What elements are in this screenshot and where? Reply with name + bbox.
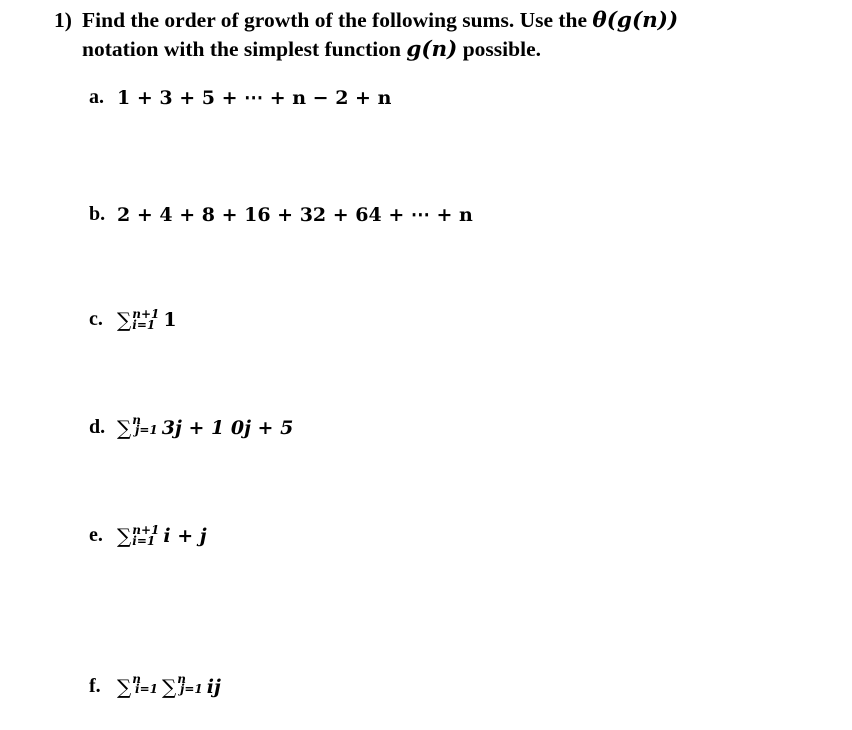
sum-upper: n+1 (132, 522, 160, 537)
summation (117, 413, 158, 440)
item-expression: 1 + 3 + 5 + ⋯ + n − 2 + n (117, 86, 392, 109)
summation (117, 522, 160, 548)
summand: ij (206, 675, 221, 698)
question-number: 1) (54, 8, 72, 32)
sigma-symbol: ∑ (161, 674, 177, 699)
sum-lower: i=1 (132, 317, 156, 332)
item-letter: b. (89, 203, 106, 225)
question-heading (54, 6, 678, 64)
item-f (89, 672, 221, 699)
item-c (89, 308, 177, 331)
sum-lower: i=1 (135, 682, 158, 696)
item-b (89, 203, 473, 226)
sum-upper: n (177, 672, 186, 686)
sum-upper: n (132, 413, 142, 427)
sum-lower: i=1 (132, 533, 156, 548)
item-letter: e. (89, 524, 103, 546)
summation (117, 306, 160, 332)
inner-summation (161, 672, 203, 699)
outer-summation (117, 672, 158, 699)
question-text-2: notation with the simplest function (82, 37, 407, 61)
sum-lower: j=1 (135, 423, 158, 437)
question-line-2 (54, 35, 678, 64)
question-text-1: Find the order of growth of the following sums. Use the (82, 8, 593, 32)
question-line-1 (54, 6, 678, 35)
sum-upper: n (132, 672, 142, 686)
item-letter: a. (89, 86, 104, 108)
item-letter: d. (89, 416, 106, 438)
sum-limits (177, 672, 203, 696)
item-a (89, 86, 391, 109)
question-text-3: possible. (457, 37, 541, 61)
g-function: g(n) (406, 37, 458, 62)
theta-notation: θ(g(n)) (592, 8, 679, 33)
item-e (89, 524, 207, 547)
sum-limits (132, 672, 158, 696)
item-d (89, 413, 294, 440)
item-letter: c. (89, 308, 103, 330)
sum-limits (132, 522, 160, 548)
sigma-symbol: ∑ (117, 523, 132, 548)
item-letter: f. (89, 675, 101, 697)
summand: 3j + 1 0j + 5 (161, 416, 294, 439)
summand: i + j (163, 524, 207, 547)
sum-limits (132, 306, 160, 332)
sum-upper: n+1 (132, 306, 160, 321)
item-expression: 2 + 4 + 8 + 16 + 32 + 64 + ⋯ + n (117, 203, 473, 226)
sigma-symbol: ∑ (117, 307, 132, 332)
sum-limits (132, 413, 158, 437)
sum-lower: j=1 (180, 682, 203, 696)
summand: 1 (163, 308, 177, 331)
sigma-symbol: ∑ (117, 415, 132, 440)
sigma-symbol: ∑ (117, 674, 132, 699)
